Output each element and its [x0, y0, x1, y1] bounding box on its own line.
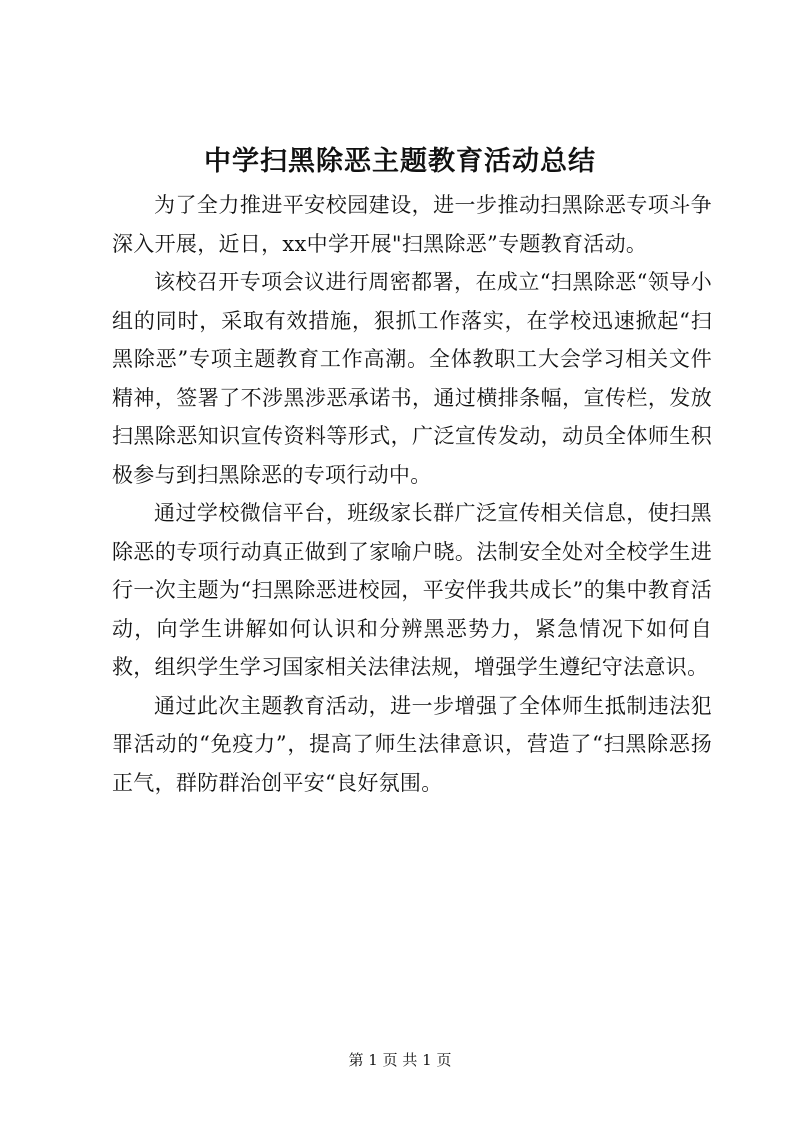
paragraph-3: 通过学校微信平台，班级家长群广泛宣传相关信息，使扫黑除恶的专项行动真正做到了家喻户晓。法制安全处对全校学生进行一次主题为“扫黑除恶进校园，平安伴我共成长”的集中教育活动，向学生讲解如何认识和分辨黑恶势力，紧急情况下如何自救，组织学生学习国家相关法律法规，增强学生遵纪守法意识。 [112, 501, 712, 679]
page-footer: 第 1 页 共 1 页 [348, 1051, 452, 1069]
paragraph-4: 通过此次主题教育活动，进一步增强了全体师生抵制违法犯罪活动的“免疫力”，提高了师生法律意识，营造了“扫黑除恶扬正气，群防群治创平安“良好氛围。 [112, 693, 712, 795]
document-title: 中学扫黑除恶主题教育活动总结 [204, 146, 596, 177]
paragraph-2: 该校召开专项会议进行周密都署，在成立“扫黑除恶“领导小组的同时，采取有效措施，狠抓工作落实，在学校迅速掀起“扫黑除恶”专项主题教育工作高潮。全体教职工大会学习相关文件精神，签署了不涉黑涉恶承诺书，通过横排条幅，宣传栏，发放扫黑除恶知识宣传资料等形式，广泛宣传发动，动员全体师生积极参与到扫黑除恶的专项行动中。 [112, 270, 712, 487]
document-body [112, 186, 712, 802]
paragraph-1: 为了全力推进平安校园建设，进一步推动扫黑除恶专项斗争深入开展，近日，xx中学开展"扫黑除恶”专题教育活动。 [112, 193, 712, 256]
